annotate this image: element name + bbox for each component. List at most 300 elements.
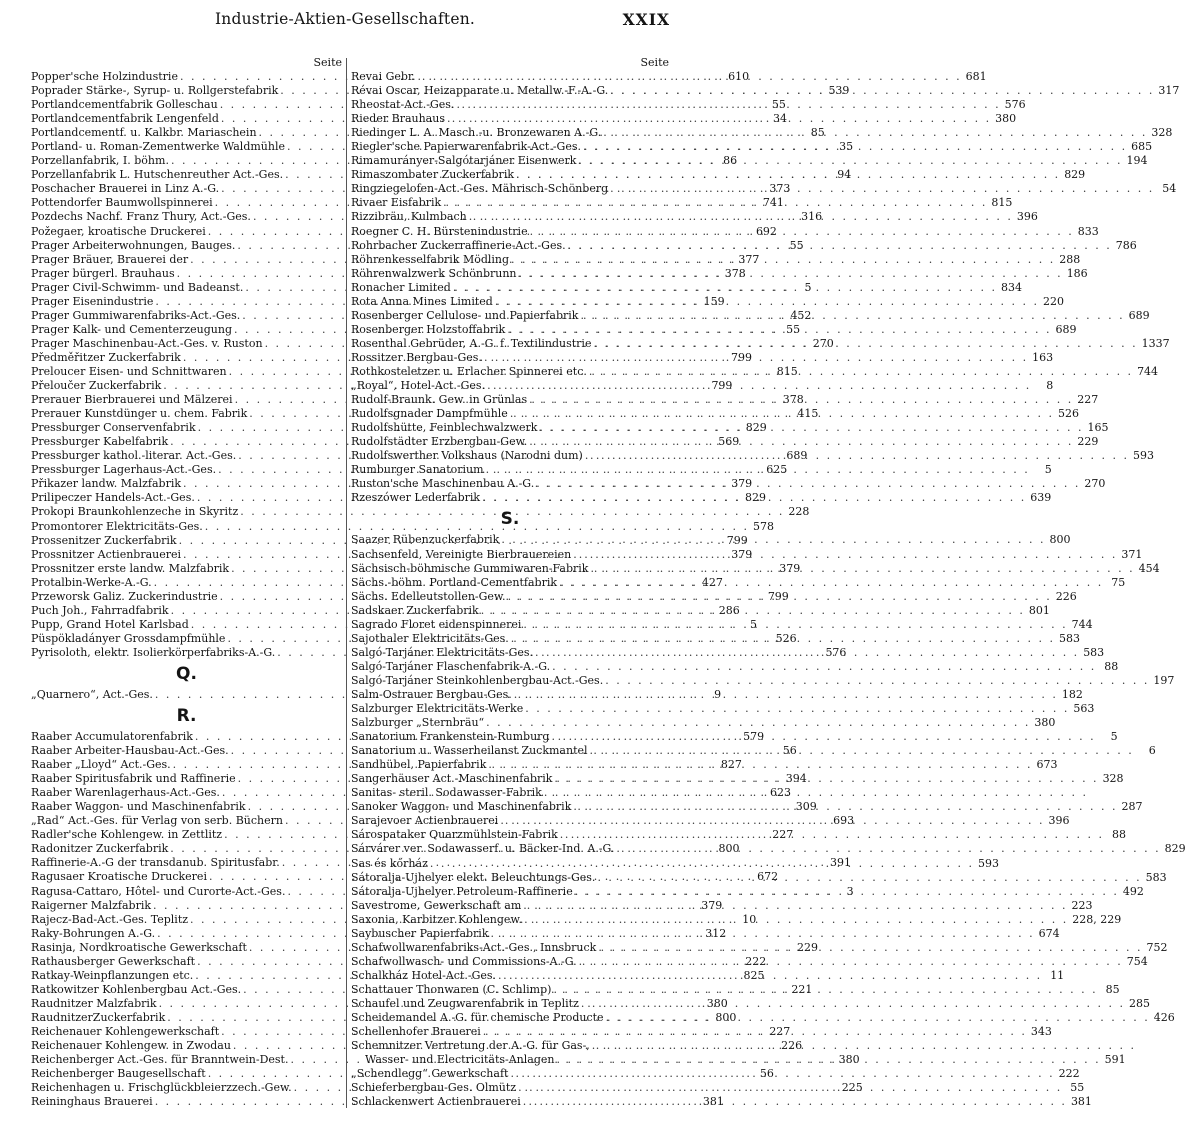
entry-name: Schalkház Hotel-Act.-Ges. [351,968,497,982]
index-entry [351,617,1093,632]
entry-name: Raaber Warenlagerhaus-Act.-Ges. [31,786,220,800]
entry-name: Prager Maschinenbau-Act.-Ges. v. Ruston [31,336,263,350]
leader-dots [485,379,1033,393]
entry-page: 379 [701,898,723,912]
entry-page: 85 [810,126,825,140]
entry-page: 5 [804,280,812,294]
entry-name: Sajothaler Elektricitäts-Ges. [351,631,509,645]
entry-name: „Royal“, Hotel-Act.-Ges. [351,379,486,393]
entry-name: Pressburger Conservenfabrik [31,421,196,435]
entry-page: 5 [1044,463,1052,477]
entry-page: 88 [1104,659,1119,673]
leader-dots [608,84,1156,98]
index-entry [351,659,1119,674]
entry-name: Schaufel und Zeugwarenfabrik in Teplitz [351,997,579,1010]
entry-name: Rajecz-Bad-Act.-Ges. Teplitz [31,912,189,926]
entry-name: Salgó-Tarjáner Elektricitäts-Ges. [351,645,534,659]
leader-dots [445,112,993,126]
entry-page: 623 [770,786,792,800]
entry-name: Ratkowitzer Kohlenbergbau Act.-Ges. [31,982,242,996]
leader-dots [441,196,989,210]
leader-dots [454,98,1002,112]
entry-page: 673 [1036,758,1058,772]
leader-dots [480,491,1028,505]
entry-name: Rudolfstädter Erzbergbau-Gew. [351,435,528,449]
entry-name: Sátoralja-Ujhelyer elekt. Beleuchtungs-Ges. [351,870,596,884]
leader-dots [595,871,1143,885]
entry-page: 415 [797,407,819,421]
entry-page: 800 [715,1010,737,1024]
entry-page: 309 [795,800,817,814]
entry-name: Rosenthal Gebrüder, A.-G. f. Textilindustrie [351,336,592,350]
entry-page: 576 [825,645,847,659]
entry-page: 222 [745,954,767,968]
index-entry [351,786,669,800]
entry-name: Pyrisoloth, elektr. Isolierkörperfabriks-A.-G. [31,645,276,659]
entry-name: Ragusa-Cattaro, Hôtel- und Curorte-Act.-Ges. [31,884,286,898]
entry-page: 379 [731,477,753,491]
entry-page: 799 [767,589,789,603]
entry-page: 391 [829,856,851,870]
entry-page: 88 [1111,828,1126,842]
leader-dots [489,927,1037,941]
leader-dots [514,168,1062,182]
entry-name: Rathausberger Gewerkschaft [31,954,196,968]
entry-name: Rasinja, Nordkroatische Gewerkschaft [31,940,247,954]
leader-dots [499,533,1047,547]
entry-name: Salm-Ostrauer Bergbau-Ges. [351,687,512,701]
leader-dots [527,435,1075,449]
entry-page: 285 [1129,997,1150,1010]
leader-dots [522,913,1070,927]
leader-dots [528,225,1076,239]
entry-name: Prerauer Kunstdünger u. chem. Fabrik [31,407,248,421]
entry-page: 380 [995,112,1017,126]
entry-page: 8 [1046,379,1054,393]
entry-page: 380 [838,1053,860,1067]
entry-name: Radonitzer Zuckerfabrik [31,842,169,856]
entry-page: 829 [745,491,767,505]
entry-name: Prokopi Braunkohlenzeche in Skyritz [31,505,239,519]
entry-page: 579 [743,730,765,744]
entry-page: 381 [1070,1095,1092,1109]
entry-name: Sanatorium u. Wasserheilanst Zuckmantel [351,744,588,758]
seite-label: Seite [313,56,342,69]
leader-dots [517,267,1065,281]
leader-dots [566,239,1114,253]
leader-dots [523,702,1071,716]
entry-name: Přikazer landw. Malzfabrik [31,477,182,491]
entry-name: Roegner C. H. Bürstenindustrie [351,224,528,238]
entry-page: 165 [1087,421,1109,435]
entry-page: 672 [757,870,779,884]
entry-name: Sas és kőrház [351,856,428,870]
page-header [0,0,690,40]
entry-page: 226 [1055,589,1077,603]
entry-name: Sanatorium Frankenstein-Rumburg [351,730,550,744]
entry-page: 270 [1084,477,1106,491]
entry-page: 591 [1104,1053,1126,1067]
entry-name: Raigerner Malzfabrik [31,898,152,912]
entry-page: 689 [1055,322,1077,336]
entry-name: Poschacher Brauerei in Linz A.-G. [31,182,220,196]
entry-page: 744 [1071,617,1093,631]
entry-name: Přeloučer Zuckerfabrik [31,379,162,393]
entry-name: Prager Civil-Schwimm- und Badeanst. [31,280,244,294]
leader-dots [481,1025,1029,1039]
leader-dots [576,154,1124,168]
entry-name: Rossitzer Bergbau-Ges. [351,350,482,364]
entry-page: 227 [772,828,794,842]
entry-name: Reichenauer Kohlengew. in Zwodau [31,1039,231,1053]
entry-name: Prerauer Bierbrauerei und Mälzerei [31,393,233,407]
entry-name: Rosenberger Cellulose- und Papierfabrik [351,308,579,322]
leader-dots [505,323,1053,337]
leader-dots [578,309,1126,323]
entry-name: Riegler'sche Papierwarenfabrik-Act.-Ges. [351,140,581,154]
leader-dots [603,674,1151,688]
leader-dots [509,253,1057,267]
entry-page: 380 [706,996,728,1010]
entry-name: Rieder Brauhaus [351,112,445,126]
entry-page: 3 [846,884,854,898]
leader-dots [591,337,1139,351]
entry-page: 55 [786,322,801,336]
entry-name: Sátoralja-Ujhelyer Petroleum-Raffinerie [351,884,573,898]
entry-page: 377 [738,252,760,266]
entry-page: 583 [1083,645,1105,659]
entry-name: Puch Joh., Fahrradfabrik [31,603,169,617]
entry-page: 54 [1162,182,1177,196]
leader-dots [604,1011,1152,1025]
entry-name: Prilipeczer Handels-Act.-Ges. [31,491,195,505]
entry-name: Sarajevoer Actienbrauerei [351,814,499,828]
entry-page: 825 [743,968,765,982]
entry-name: Sagrado Floret eidenspinnerei [351,617,522,631]
entry-page: 11 [1050,968,1065,982]
entry-name: Pozdechs Nachf. Franz Thury, Act.-Ges. [31,210,251,224]
index-entry [351,1039,669,1053]
entry-name: Prager bürgerl. Brauhaus [31,266,175,280]
entry-page: 427 [701,575,723,589]
entry-page: 328 [1102,772,1124,786]
index-entry [31,519,774,534]
entry-page: 194 [1126,154,1148,168]
entry-page: 526 [775,631,797,645]
entry-page: 86 [723,154,738,168]
section-letter: R. [176,706,197,727]
entry-page: 94 [837,168,852,182]
entry-page: 426 [1153,1011,1175,1025]
entry-page: 186 [1066,266,1088,280]
entry-name: Prager Arbeiterwohnungen, Bauges. [31,238,236,252]
entry-page: 229 [1077,435,1099,449]
entry-name: Pottendorfer Baumwollspinnerei [31,196,213,210]
entry-page: 286 [718,603,740,617]
leader-dots [579,997,1127,1011]
entry-page: 228 [788,505,810,519]
leader-dots [486,758,1034,772]
entry-name: Sadskaer Zuckerfabrik [351,603,479,617]
entry-page: 454 [1138,561,1160,575]
leader-dots [484,716,1032,730]
entry-name: Rudolfsgnader Dampfmühle [351,407,508,421]
entry-name: Sächs.-böhm. Portland-Cementfabrik [351,575,558,589]
entry-page: 9 [714,687,722,701]
entry-page: 288 [1059,252,1081,266]
entry-page: 815 [776,364,798,378]
entry-name: Rumburger Sanatorium [351,463,484,477]
entry-name: Prager Kalk- und Cementerzeugung [31,322,232,336]
entry-name: Prossenitzer Zuckerfabrik [31,533,177,547]
entry-name: Porzellanfabrik, I. böhm. [31,154,169,168]
leader-dots [587,365,1135,379]
entry-page: 371 [1121,547,1143,561]
entry-page: 692 [755,224,777,238]
entry-page: 6 [1148,744,1156,758]
leader-dots [614,842,1162,856]
leader-dots [521,618,1069,632]
leader-dots [573,885,1121,899]
index-entry [351,673,1175,688]
entry-page: 786 [1115,238,1137,252]
entry-name: Rheostat-Act.-Ges. [351,98,455,112]
entry-page: 55 [789,238,804,252]
entry-name: Popper'sche Holzindustrie [31,70,178,83]
index-entry [351,687,1083,702]
entry-name: Předměřitzer Zuckerfabrik [31,350,181,364]
entry-page: 610 [728,70,750,83]
entry-name: Rimamurányer-Salgótarjáner Eisenwerk [351,154,577,168]
entry-page: 829 [745,421,767,435]
leader-dots [493,295,1041,309]
entry-page: 827 [720,758,742,772]
entry-page: 1337 [1141,336,1170,350]
entry-page: 379 [779,561,801,575]
entry-name: Pressburger Lagerhaus-Act.-Ges. [31,463,217,477]
entry-page: 829 [1164,842,1186,856]
entry-name: Raaber Spiritusfabrik und Raffinerie [31,772,236,786]
entry-name: Sárospataker Quarzmühlstein-Fabrik [351,828,558,842]
entry-page: 378 [724,266,746,280]
section-letter: S. [500,509,520,530]
entry-name: Püspökladányer Grossdampfmühle [31,631,226,645]
entry-name: Sangerhäuser Act.-Maschinenfabrik [351,772,553,786]
entry-name: Portlandcementfabrik Lengenfeld [31,112,219,126]
entry-page: 223 [1071,898,1093,912]
leader-dots [577,955,1125,969]
entry-page: 800 [1049,533,1071,547]
leader-dots [521,899,1069,913]
entry-name: Prager Bräuer, Brauerei der [31,252,189,266]
entry-page: 227 [769,1025,791,1038]
entry-page: 569 [718,435,740,449]
entry-name: Radler'sche Kohlengew. in Zettlitz [31,828,223,842]
entry-page: 593 [978,856,1000,870]
entry-name: Sachsenfeld, Vereinigte Bierbrauereien [351,547,572,561]
entry-page: 583 [1058,631,1080,645]
entry-page: 226 [781,1039,803,1053]
entry-name: Pressburger Kabelfabrik [31,435,169,449]
entry-name: Ringziegelofen-Act.-Ges. Mährisch-Schönberg [351,182,609,196]
leader-dots [550,660,1098,674]
entry-name: Saazer Rübenzuckerfabrik [351,533,500,547]
entry-page: 593 [1133,449,1154,463]
entry-name: Sanoker Waggon- und Maschinenfabrik [351,800,572,814]
entry-name: Salgó-Tarjáner Steinkohlenbergbau-Act.-Ges. [351,673,604,687]
entry-name: Požegaer, kroatische Druckerei [31,224,206,238]
entry-page: 10 [742,912,757,926]
leader-dots [549,730,1097,744]
entry-page: 229 [797,940,819,954]
leader-dots [508,407,1056,421]
leader-dots [534,477,1082,491]
entry-name: Schemnitzer Vertretung der A.-G. für Gas-, [351,1039,590,1053]
entry-page: 225 [841,1081,863,1095]
entry-page: 625 [766,463,788,477]
leader-dots [508,1067,1056,1081]
entry-page: 492 [1122,884,1144,898]
entry-name: Rosenberger Holzstoffabrik [351,322,506,336]
leader-dots [537,421,1085,435]
entry-name: Prager Gummiwarenfabriks-Act.-Ges. [31,308,241,322]
entry-name: Porzellanfabrik L. Hutschenreuther Act.-Ges. [31,168,284,182]
entry-name: Raudnitzer Malzfabrik [31,996,157,1010]
entry-page: 34 [773,112,788,126]
entry-page: 815 [991,196,1013,210]
entry-name: Röhrenkesselfabrik Mödling [351,252,510,266]
entry-page: 317 [1158,84,1180,98]
entry-page: 526 [1057,407,1079,421]
entry-page: 343 [1030,1025,1052,1039]
entry-page: 55 [1070,1081,1085,1095]
entry-name: Raffinerie-A.-G der transdanub. Spiritusfabr. [31,856,280,870]
entry-name: Rohrbacher Zuckerraffinerie-Act.-Ges. [351,238,566,252]
leader-dots [527,393,1075,407]
entry-name: Salzburger „Sternbräu“ [351,716,485,730]
entry-name: Preloucer Eisen- und Schnittwaren [31,364,227,378]
entry-name: RaudnitzerZuckerfabrik [31,1010,166,1024]
index-entry [351,280,1022,295]
entry-name: Salzburger Elektricitäts-Werke [351,702,524,716]
leader-dots [583,449,1131,463]
entry-name: Schattauer Thonwaren (C. Schlimp) [351,982,552,996]
leader-dots [588,744,1136,758]
leader-dots [551,983,1099,997]
leader-dots [581,140,1129,154]
leader-dots [590,1039,1138,1053]
entry-page: 752 [1146,940,1168,954]
entry-page: 373 [769,182,791,196]
entry-page: 829 [1064,168,1086,182]
entry-name: Ratkay-Weinpflanzungen etc. [31,968,194,982]
index-entry [351,1095,1092,1109]
entry-page: 56 [782,744,797,758]
entry-name: Portlandcementfabrik Golleschau [31,98,218,112]
entry-page: 639 [1030,491,1052,505]
leader-dots [479,604,1027,618]
entry-page: 227 [1077,393,1099,407]
section-letter: Q. [176,663,197,684]
leader-dots [601,126,1149,140]
entry-page: 674 [1038,926,1060,940]
entry-name: „Quarnero“, Act.-Ges. [31,687,153,701]
entry-page: 563 [1073,702,1095,716]
entry-name: Sanitas- steril. Sodawasser-Fabrik [351,786,542,800]
entry-name: Raky-Bohrungen A.-G. [31,926,156,940]
entry-name: Pupp, Grand Hotel Karlsbad [31,617,189,631]
entry-name: Portland- u. Roman-Zementwerke Waldmühle [31,140,285,154]
entry-name: Prossnitzer erste landw. Malzfabrik [31,561,230,575]
index-entry [351,716,1056,730]
seite-label: Seite [640,56,669,69]
entry-page: 381 [702,1095,724,1109]
entry-name: Rudolfshütte, Feinblechwalzwerk [351,421,538,435]
entry-page: 378 [782,393,804,407]
entry-name: Savestrome, Gewerkschaft am [351,898,522,912]
entry-page: 222 [1058,1067,1080,1081]
entry-page: 833 [1077,224,1099,238]
entry-name: Sächsisch-böhmische Gummiwaren-Fabrik [351,561,589,575]
entry-page: 801 [1028,603,1050,617]
entry-page: 689 [1128,308,1150,322]
entry-page: 85 [1105,982,1120,996]
entry-page: 312 [705,926,727,940]
entry-name: Raaber Waggon- und Maschinenfabrik [31,800,246,814]
entry-name: Rivaer Eisfabrik [351,196,442,210]
leader-dots [498,814,1046,828]
entry-name: Protalbin-Werke-A.-G. [31,575,152,589]
entry-page: 228, 229 [1072,912,1122,926]
leader-dots [558,828,1106,842]
entry-page: 380 [1034,716,1056,730]
entry-page: 163 [1032,350,1054,364]
entry-name: Sandhübel, Papierfabrik [351,758,487,772]
index-entry [31,505,810,519]
entry-page: 741 [762,196,784,210]
entry-name: Rothkosteletzer u. Erlacher Spinnerei etc. [351,364,587,378]
entry-name: Saybuscher Papierfabrik [351,926,489,940]
leader-dots [521,1095,1069,1109]
entry-page: 578 [752,519,774,533]
leader-dots [554,1053,1102,1067]
leader-dots [596,941,1144,955]
entry-name: Revai Gebr. [351,70,416,83]
entry-page: 379 [731,547,753,561]
entry-page [1138,1039,1158,1053]
entry-page: 220 [1042,294,1064,308]
entry-name: Prager Eisenindustrie [31,294,154,308]
leader-dots [512,688,1060,702]
leader-dots [451,281,999,295]
entry-page: 75 [1111,575,1126,589]
entry-page: 5 [1110,730,1118,744]
leader-dots [428,857,976,871]
entry-name: Rimaszombater Zuckerfabrik [351,168,515,182]
leader-dots [533,646,1081,660]
entry-name: Schafwollwasch- und Commissions-A.-G. [351,954,577,968]
leader-dots [484,463,1032,477]
entry-page: 744 [1137,364,1159,378]
entry-page: 689 [786,449,808,463]
entry-name: Poprader Stärke-, Syrup- u. Rollgerstefabrik [31,84,279,98]
entry-page: 799 [731,350,753,364]
entry-page: 55 [771,98,786,112]
leader-dots [482,351,1030,365]
entry-name: Rudolf-Braunk. Gew. in Grünlas [351,393,528,407]
entry-name: Sárvárer ver. Sodawasserf. u. Bäcker-Ind. A.-G. [351,842,615,856]
entry-name: Salgó-Tarjáner Flaschenfabrik-A.-G. [351,659,551,673]
